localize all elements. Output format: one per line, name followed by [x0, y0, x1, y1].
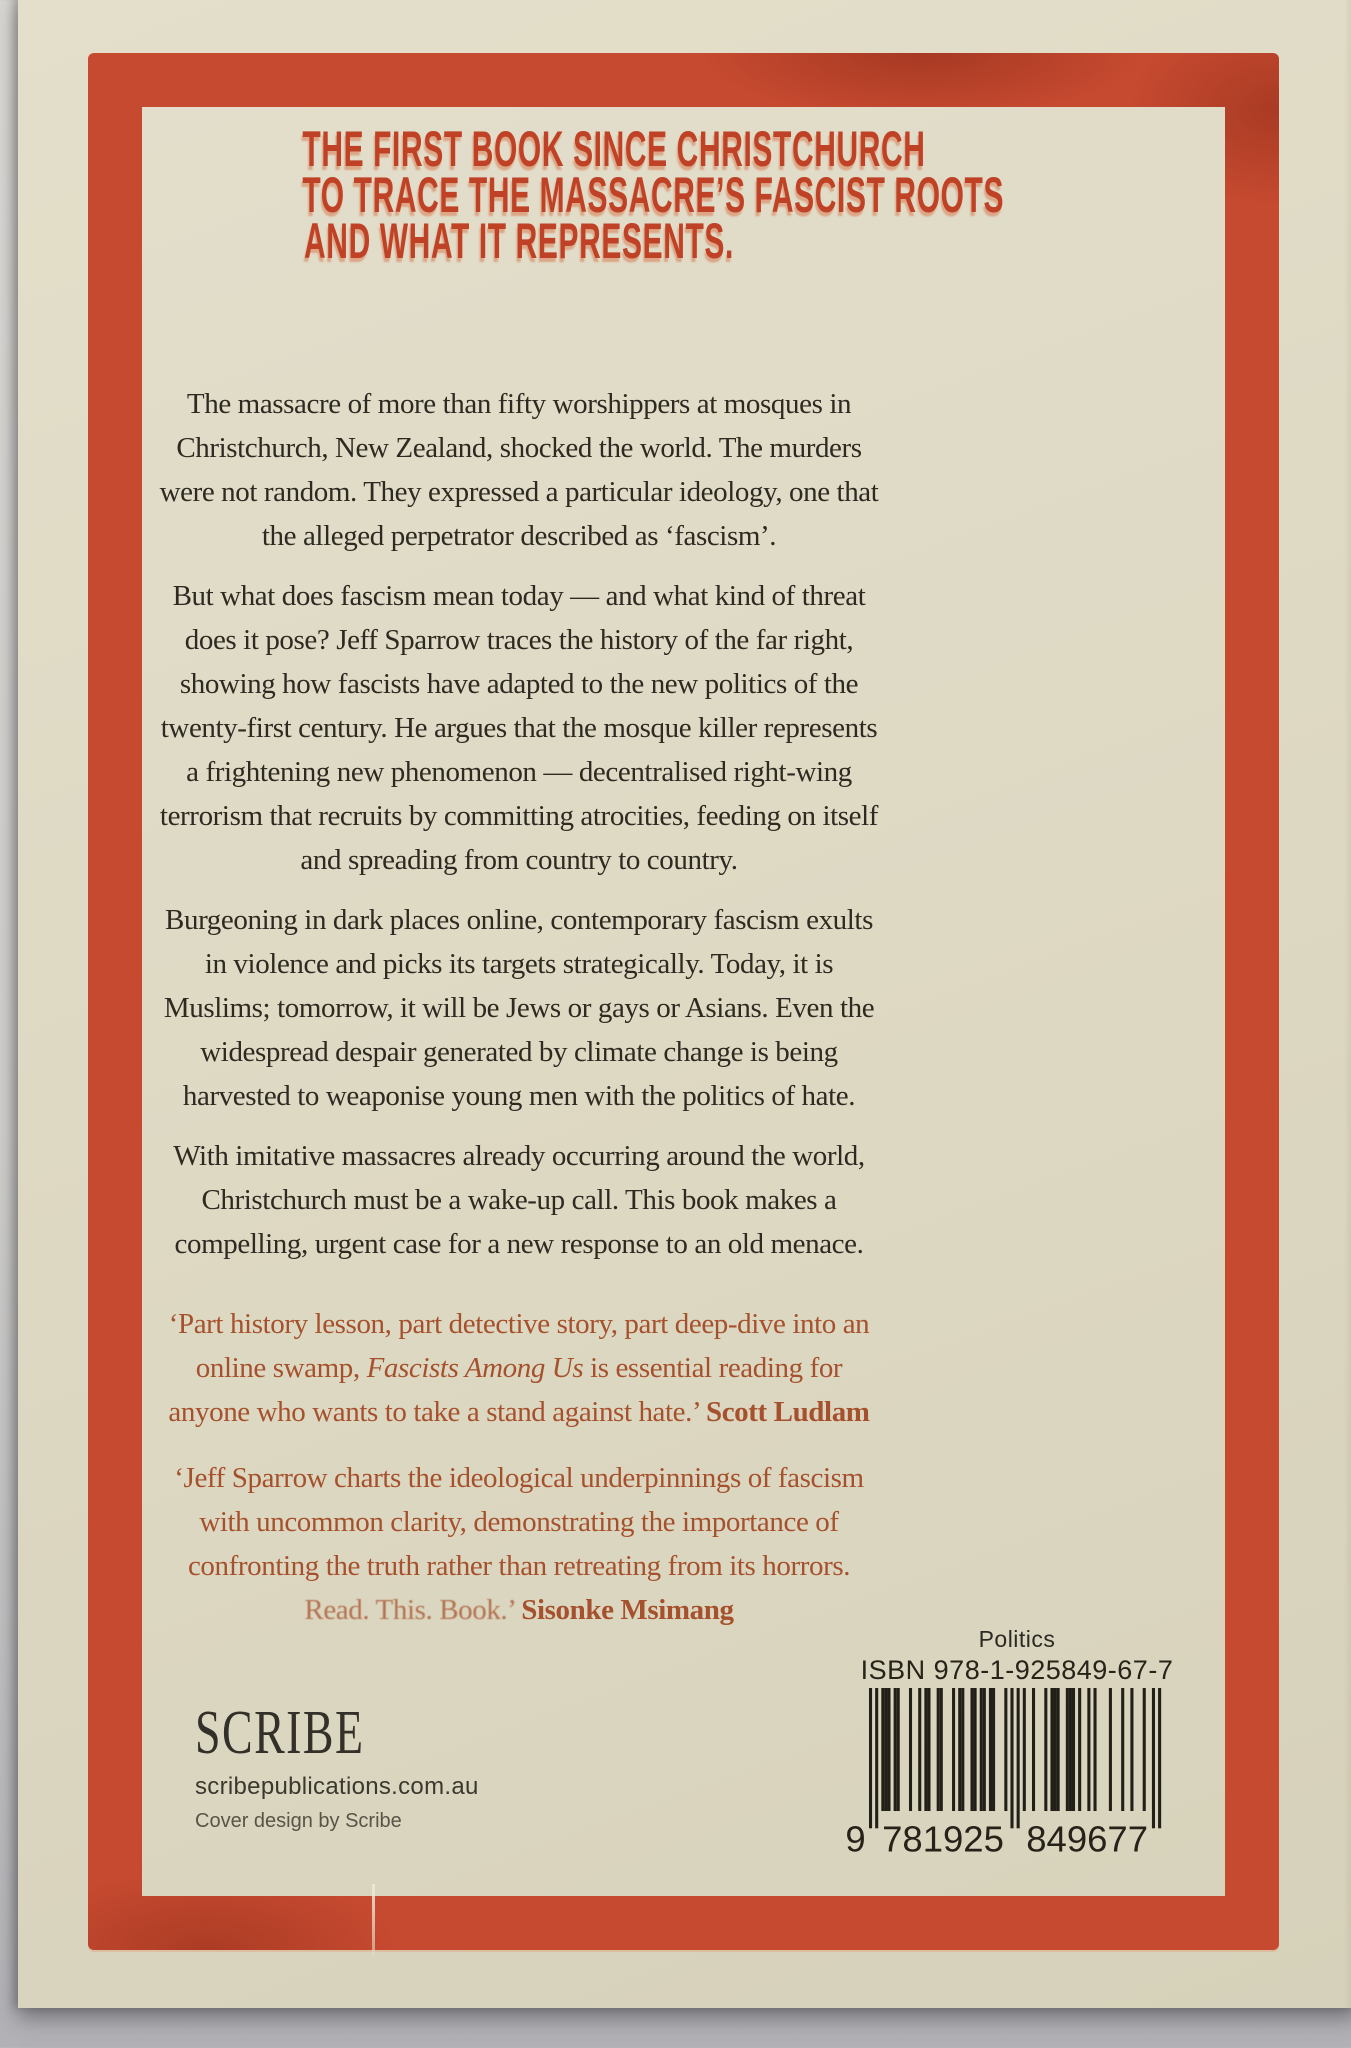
- publisher-logo: SCRIBE: [195, 1699, 365, 1767]
- isbn-label: ISBN 978-1-925849-67-7: [860, 1655, 1174, 1685]
- headline-line-3: AND WHAT IT REPRESENTS.: [304, 213, 734, 269]
- barcode-bars: [869, 1688, 1161, 1828]
- body-paragraph-3: Burgeoning in dark places online, contemporary fascism exults in violence and picks its targets strategically. Today, it is Muslims; tomorrow, it will be Jews or gays or Asians. Even the widespread despair generated by climate change is being harvested to weaponise young men with the politics of hate.: [163, 904, 875, 1112]
- barcode-digit-lead: 9: [845, 1818, 866, 1858]
- headline-line-2: TO TRACE THE MASSACRE’S FASCIST ROOTS: [302, 167, 1005, 223]
- review-quote-2: [158, 1456, 880, 1632]
- page-edge-shadow: [1344, 0, 1351, 2008]
- quote-attribution: Sisonke Msimang: [521, 1594, 734, 1626]
- review-quote-1: [158, 1302, 880, 1434]
- headline-line-1: THE FIRST BOOK SINCE CHRISTCHURCH: [302, 121, 926, 177]
- barcode-digits-right: 849677: [1026, 1818, 1149, 1858]
- body-paragraph-4: With imitative massacres already occurring around the world, Christchurch must be a wake-up call. This book makes a compelling, urgent case for a new response to an old menace.: [173, 1140, 865, 1260]
- body-paragraph-1: The massacre of more than fifty worshippers at mosques in Christchurch, New Zealand, shocked the world. The murders were not random. They expressed a particular ideology, one that the alleged perpetrator described as ‘fascism’.: [159, 388, 879, 552]
- body-paragraph-2: But what does fascism mean today — and what kind of threat does it pose? Jeff Sparrow traces the history of the far right, showing how fascists have adapted to the new politics of the twenty-first century. He argues that the mosque killer represents a frightening new phenomenon — decentralised right-wing terrorism that recruits by committing atrocities, feeding on itself and spreading from country to country.: [159, 580, 879, 876]
- cover-text-block: [158, 121, 1005, 1632]
- quote-attribution: Scott Ludlam: [705, 1396, 870, 1428]
- barcode: [844, 1688, 1190, 1857]
- quote-text: ‘Part history lesson, part detective story, part deep-dive into an online swamp,: [168, 1308, 870, 1384]
- quote-text: is essential reading for anyone who wants to take a stand against hate.’: [168, 1352, 843, 1428]
- publisher-block: [195, 1700, 479, 1834]
- quote-text-faded: Read. This. Book.’: [304, 1594, 522, 1626]
- headline: [158, 121, 1005, 269]
- barcode-digits-left: 781925: [882, 1818, 1004, 1858]
- quoted-book-title: Fascists Among Us: [366, 1352, 584, 1384]
- quote-text: ‘Jeff Sparrow charts the ideological underpinnings of fascism with uncommon clarity, demonstrating the importance of confronting the truth rather than retreating from its horrors.: [174, 1462, 864, 1582]
- book-back-cover: [18, 0, 1351, 2008]
- publisher-website: scribepublications.com.au: [195, 1773, 479, 1800]
- cover-design-credit: Cover design by Scribe: [195, 1810, 402, 1832]
- retail-block: [807, 1626, 1227, 1857]
- category-label: Politics: [978, 1626, 1056, 1652]
- crease-mark: [372, 1884, 375, 1956]
